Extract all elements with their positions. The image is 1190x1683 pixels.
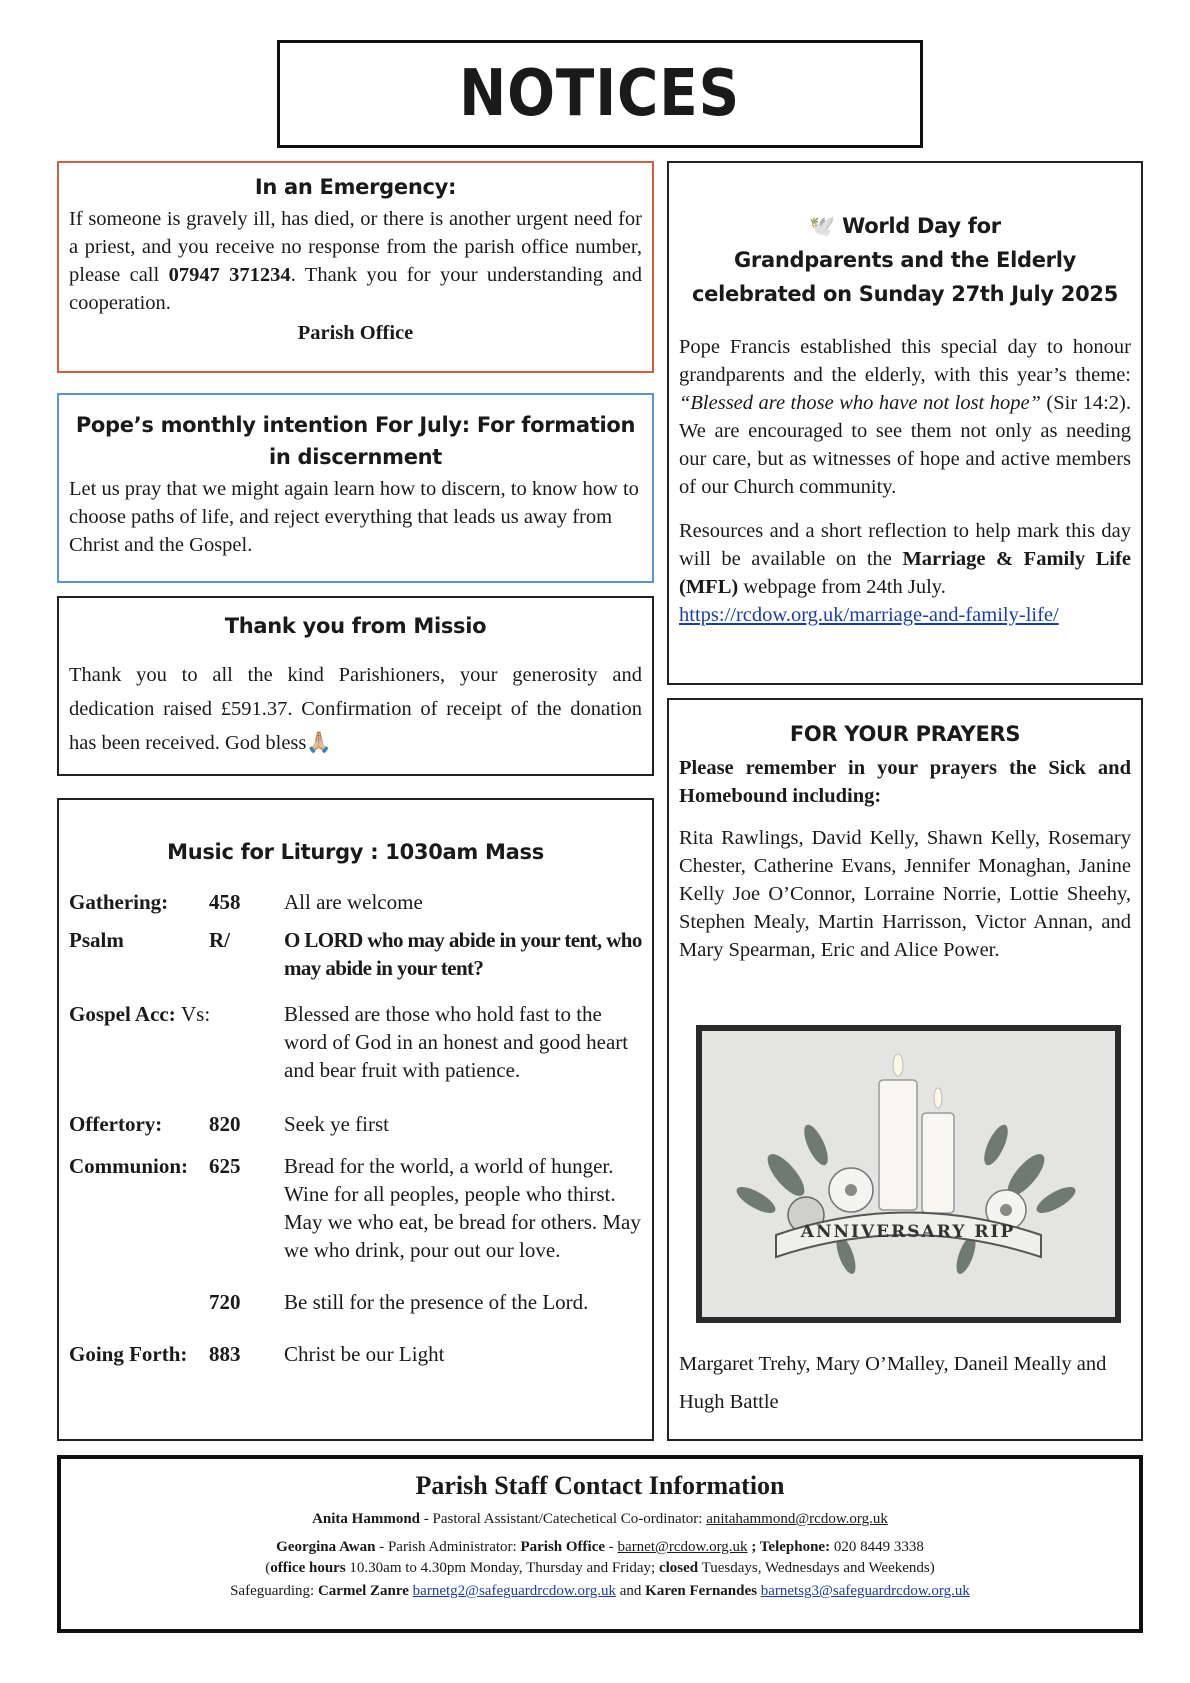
worldday-para-2: [679, 517, 1131, 601]
music-row-communion-2: [69, 1288, 642, 1316]
safeguarding-and: and: [616, 1583, 646, 1599]
worldday-link-line: [679, 601, 1131, 629]
office-hours-label: office hours: [270, 1560, 346, 1576]
parish-office-label: Parish Office: [520, 1539, 606, 1555]
office-hours-open-paren: (: [265, 1560, 271, 1576]
safeguarding-email-1-link[interactable]: barnetg2@safeguardrcdow.org.uk: [412, 1583, 616, 1599]
music-hymn-title: Blessed are those who hold fast to the word of God in an honest and good heart and bear fruit with patience.: [284, 1002, 629, 1082]
page-title: NOTICES: [459, 57, 741, 131]
safeguarding-name-2: Karen Fernandes: [645, 1583, 757, 1599]
worldday-heading-2: Grandparents and the Elderly: [733, 248, 1077, 272]
worldday-para-1-b: (Sir 14:2). We are encouraged to see them not only as needing our care, but as witnesses of hope and active members of our Church community.: [679, 392, 1131, 498]
pope-text: Let us pray that we might again learn how to discern, to know how to choose paths of life, and reject everything that leads us away from Christ and the Gospel.: [69, 478, 639, 556]
music-for-liturgy: [57, 798, 654, 1441]
office-closed-label: closed: [658, 1560, 699, 1576]
music-label: Gathering:: [69, 890, 169, 914]
music-hymn-number: 720: [209, 1290, 241, 1314]
prayers-notice: [667, 698, 1143, 1441]
anniversary-rip-image: [696, 1025, 1121, 1323]
worldday-para-2-b: webpage from 24th July.: [738, 576, 946, 598]
staff-role-anita: - Pastoral Assistant/Catechetical Co-ordinator:: [420, 1511, 707, 1527]
music-heading: Music for Liturgy : 1030am Mass: [167, 840, 544, 864]
missio-text: [69, 658, 642, 760]
emergency-text-after: . Thank you for your understanding and cooperation.: [69, 264, 643, 314]
pope-heading: Pope’s monthly intention For July: For formation in discernment: [75, 413, 636, 469]
worldday-heading-text-1: World Day for: [842, 214, 1001, 238]
music-hymn-title: Bread for the world, a world of hunger. Wine for all peoples, people who thirst. May we who eat, be bread for others. May we who drink, pour out our love.: [284, 1154, 641, 1262]
music-row-psalm: [69, 926, 642, 982]
music-hymn-number: 458: [209, 890, 241, 914]
safeguarding-name-1: Carmel Zanre: [317, 1583, 409, 1599]
title-box: [277, 40, 923, 148]
safeguarding-email-2-link[interactable]: barnetsg3@safeguardrcdow.org.uk: [760, 1583, 970, 1599]
worldday-para-1: [679, 333, 1131, 501]
staff-line-anita: [71, 1509, 1129, 1530]
music-hymn-title: Christ be our Light: [284, 1342, 445, 1366]
worldday-para-1-a: Pope Francis established this special day to honour grandparents and the elderly, with this year’s theme:: [679, 336, 1131, 386]
music-hymn-title: All are welcome: [284, 890, 423, 914]
missio-notice: [57, 596, 654, 776]
missio-text-body: Thank you to all the kind Parishioners, your generosity and dedication raised £591.37. Confirmation of receipt of the donation has been received. God bless: [69, 664, 642, 754]
banner-text: ANNIVERSARY RIP: [800, 1222, 1016, 1242]
worldday-heading-3: celebrated on Sunday 27th July 2025: [691, 282, 1119, 306]
music-label: Psalm: [69, 928, 124, 952]
staff-separator: -: [605, 1539, 618, 1555]
music-label: [69, 1000, 284, 1084]
staff-office-hours: [71, 1558, 1129, 1579]
music-label-extra: Vs:: [180, 1002, 211, 1026]
staff-safeguarding: [71, 1581, 1129, 1602]
worldday-para-2-a: Resources and a short reflection to help mark this day will be available on the: [679, 520, 1131, 570]
emergency-text: [69, 205, 642, 317]
music-row-going-forth: [69, 1340, 642, 1368]
staff-name-georgina: Georgina Awan: [276, 1539, 376, 1555]
music-label: Communion:: [69, 1154, 189, 1178]
missio-heading: Thank you from Missio: [224, 614, 487, 638]
safeguarding-label: Safeguarding:: [230, 1583, 318, 1599]
emergency-notice: [57, 161, 654, 373]
worldday-theme-quote: “Blessed are those who have not lost hope”: [679, 392, 1041, 414]
music-row-communion: [69, 1152, 642, 1264]
music-hymn-number: R/: [209, 928, 230, 952]
office-hours-text: 10.30am to 4.30pm Monday, Thursday and Friday;: [345, 1560, 659, 1576]
emergency-heading: In an Emergency:: [254, 175, 457, 199]
music-hymn-number: 820: [209, 1112, 241, 1136]
telephone-number: 020 8449 3338: [830, 1539, 924, 1555]
anniversary-names: Margaret Trehy, Mary O’Malley, Daneil Meally and Hugh Battle: [679, 1353, 1107, 1413]
music-label: [69, 1288, 209, 1316]
music-label: Going Forth:: [69, 1342, 188, 1366]
staff-name-anita: Anita Hammond: [312, 1511, 421, 1527]
prayers-names: Rita Rawlings, David Kelly, Shawn Kelly, Rosemary Chester, Catherine Evans, Jennifer Monaghan, Janine Kelly Joe O’Connor, Lorraine Norrie, Lottie Sheehy, Stephen Mealy, Martin Harrisson, Victor Annan, and Mary Spearman, Eric and Alice Power.: [679, 827, 1131, 961]
music-row-gathering: [69, 888, 642, 916]
emergency-phone: 07947 371234: [168, 264, 291, 286]
dove-icon: 🕊️: [809, 214, 836, 238]
office-closed-text: Tuesdays, Wednesdays and Weekends): [698, 1560, 935, 1576]
staff-line-georgina: [71, 1537, 1129, 1558]
pope-intention: [57, 393, 654, 583]
prayers-heading: FOR YOUR PRAYERS: [789, 722, 1021, 746]
prayers-intro: Please remember in your prayers the Sick and Homebound including:: [679, 757, 1131, 807]
world-day-notice: [667, 161, 1143, 685]
mfl-link[interactable]: https://rcdow.org.uk/marriage-and-family-life/: [679, 604, 1059, 626]
worldday-heading-1: [679, 209, 1131, 243]
praying-hands-icon: 🙏🏼: [306, 732, 332, 754]
music-row-gospel: [69, 1000, 642, 1084]
anita-email-link[interactable]: anitahammond@rcdow.org.uk: [706, 1511, 888, 1527]
music-row-offertory: [69, 1110, 642, 1138]
music-label: Offertory:: [69, 1112, 163, 1136]
staff-role-georgina: - Parish Administrator:: [375, 1539, 521, 1555]
music-hymn-number: 883: [209, 1342, 241, 1366]
music-hymn-number: 625: [209, 1154, 241, 1178]
emergency-signature: Parish Office: [297, 322, 414, 344]
parish-staff-contact: [57, 1455, 1143, 1633]
parish-office-email-link[interactable]: barnet@rcdow.org.uk: [617, 1539, 748, 1555]
music-label-main: Gospel Acc:: [69, 1002, 176, 1026]
staff-heading: Parish Staff Contact Information: [415, 1471, 785, 1500]
telephone-label: ; Telephone:: [747, 1539, 831, 1555]
music-hymn-title: O LORD who may abide in your tent, who may abide in your tent?: [284, 928, 642, 980]
music-hymn-title: Be still for the presence of the Lord.: [284, 1290, 589, 1314]
emergency-text-before: If someone is gravely ill, has died, or there is another urgent need for a priest, and you receive no response from the parish office number, please call: [69, 208, 642, 286]
music-hymn-title: Seek ye first: [284, 1112, 389, 1136]
worldday-mfl: Marriage & Family Life (MFL): [679, 548, 1131, 598]
